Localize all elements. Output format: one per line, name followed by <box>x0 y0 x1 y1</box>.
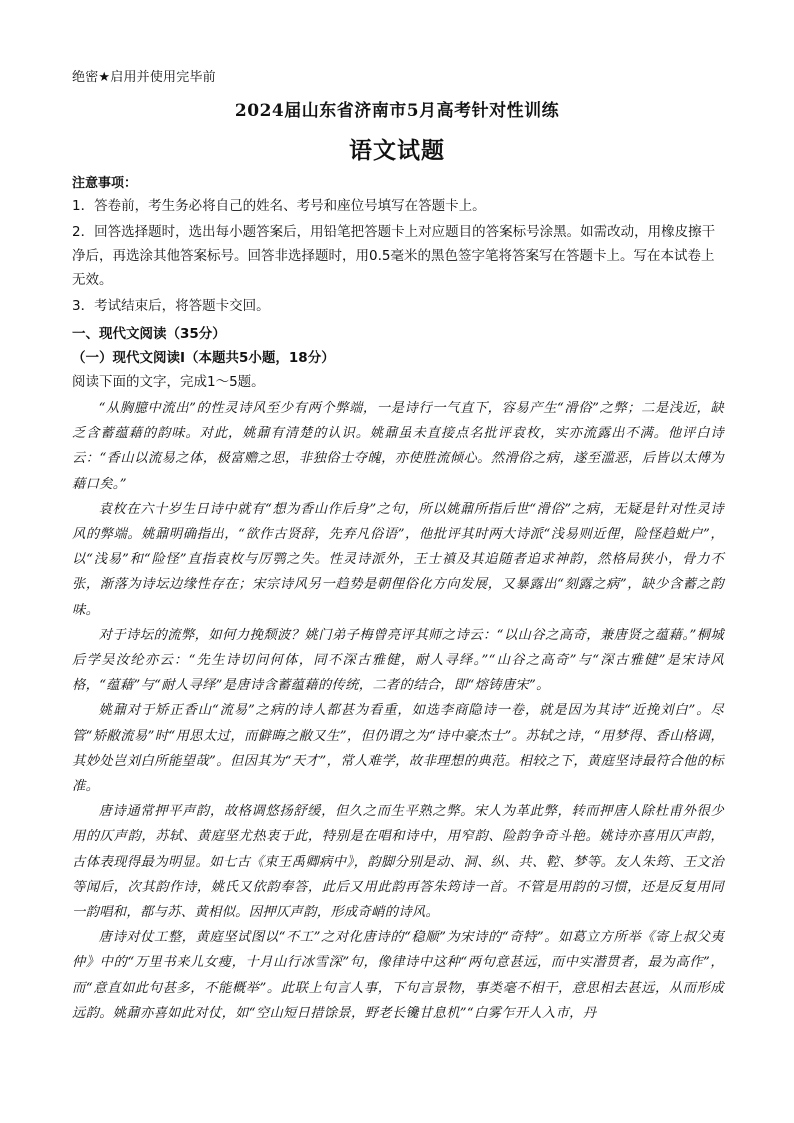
passage-paragraph-5: 唐诗通常押平声韵，故格调悠扬舒缓，但久之而生平熟之弊。宋人为革此弊，转而押唐人除杜甫外很少用的仄声韵，苏轼、黄庭坚尤热衷于此，特别是在唱和诗中，用窄韵、险韵争奇斗艳。姚诗亦喜用仄声韵，古体表现得最为明显。如七古《束王禹卿病中》，韵脚分别是动、洞、纵、共、鞚、梦等。友人朱筠、王文治等闻后，次其韵作诗，姚氏又依韵奉答，此后又用此韵再答朱筠诗一首。不管是用韵的习惯，还是反复用同一韵唱和，都与苏、黄相似。因押仄声韵，形成奇峭的诗风。 <box>72 804 724 921</box>
reading-passage <box>72 396 724 1026</box>
confidential-label: 绝密★启用并使用完毕前 <box>72 70 216 85</box>
passage-paragraph-3: 对于诗坛的流弊，如何力挽颓波？姚门弟子梅曾亮评其师之诗云：“以山谷之高奇，兼唐贤之蕴藉。”桐城后学吴汝纶亦云：“先生诗切问何体，同不深古雅健，耐人寻绎。”“山谷之高奇”与“深古雅健”是宋诗风格，“蕴藉”与“耐人寻绎”是唐诗含蓄蕴藉的传统，二者的结合，即“熔铸唐宋”。 <box>72 627 724 694</box>
passage-paragraph-6: 唐诗对仗工整，黄庭坚试图以“不工”之对化唐诗的“稳顺”为宋诗的“奇特”。如葛立方所举《寄上叔父夷仲》中的“万里书来儿女瘦，十月山行冰雪深”句，像律诗中这种“两句意甚远，而中实潜贯者，最为高作”，而“意直如此句甚多，不能概举”。此联上句言人事，下句言景物，事类毫不相干，意思相去甚远，从而形成远韵。姚鼐亦喜如此对仗，如“空山短日措馀景，野老长镵甘息机”“白雾乍开人入市，丹 <box>72 930 724 1021</box>
passage-paragraph-2: 袁枚在六十岁生日诗中就有“想为香山作后身”之句，所以姚鼐所指后世“滑俗”之病，无疑是针对性灵诗风的弊端。姚鼐明确指出，“欲作古贤辞，先弃凡俗语”，他批评其时两大诗派“浅易则近俚，险怪趋蚍户”，以“浅易”和“险怪”直指袁枚与厉鹗之失。性灵诗派外，王士禛及其追随者追求神韵，然格局狭小，骨力不张，渐落为诗坛边缘性存在；宋宗诗风另一趋势是朝俚俗化方向发展，又暴露出“刻露之病”，缺少含蓄之韵味。 <box>72 501 724 618</box>
notice-item-2: 2．回答选择题时，选出每小题答案后，用铅笔把答题卡上对应题目的答案标号涂黑。如需改动，用橡皮擦干净后，再选涂其他答案标号。回答非选择题时，用0.5毫米的黑色签字笔将答案写在答题卡上。写在本试卷上无效。 <box>72 224 716 288</box>
notice-item-3: 3．考试结束后，将答题卡交回。 <box>72 298 270 314</box>
exam-title: 2024届山东省济南市5月高考针对性训练 <box>234 101 560 121</box>
subject-title: 语文试题 <box>349 137 445 164</box>
part-title: 一、现代文阅读（35分） <box>72 326 226 342</box>
notice-heading: 注意事项： <box>72 176 138 191</box>
reading-instruction: 阅读下面的文字，完成1～5题。 <box>72 374 265 390</box>
notice-item-1: 1．答卷前，考生务必将自己的姓名、考号和座位号填写在答题卡上。 <box>72 198 486 214</box>
passage-paragraph-1: “从胸臆中流出”的性灵诗风至少有两个弊端，一是诗行一气直下，容易产生“滑俗”之弊；二是浅近，缺乏含蓄蕴藉的韵味。对此，姚鼐有清楚的认识。姚鼐虽未直接点名批评袁枚，实亦流露出不满。他评白诗云：“香山以流易之体，极富赡之思，非独俗士夺魄，亦使胜流倾心。然滑俗之病，遂至滥恶，后皆以太傅为藉口矣。” <box>72 401 724 492</box>
sub-section-title: （一）现代文阅读Ⅰ（本题共5小题，18分） <box>72 350 335 366</box>
passage-paragraph-4: 姚鼐对于矫正香山“流易”之病的诗人都甚为看重，如选李商隐诗一卷，就是因为其诗“近挽刘白”。尽管“矫敝流易”时“用思太过，而僻晦之敝又生”，但仍谓之为“诗中豪杰士”。苏轼之诗，“用梦得、香山格调，其妙处岂刘白所能望哉”。但因其为“天才”，常人难学，故非理想的典范。相较之下，黄庭坚诗最符合他的标准。 <box>72 703 724 795</box>
